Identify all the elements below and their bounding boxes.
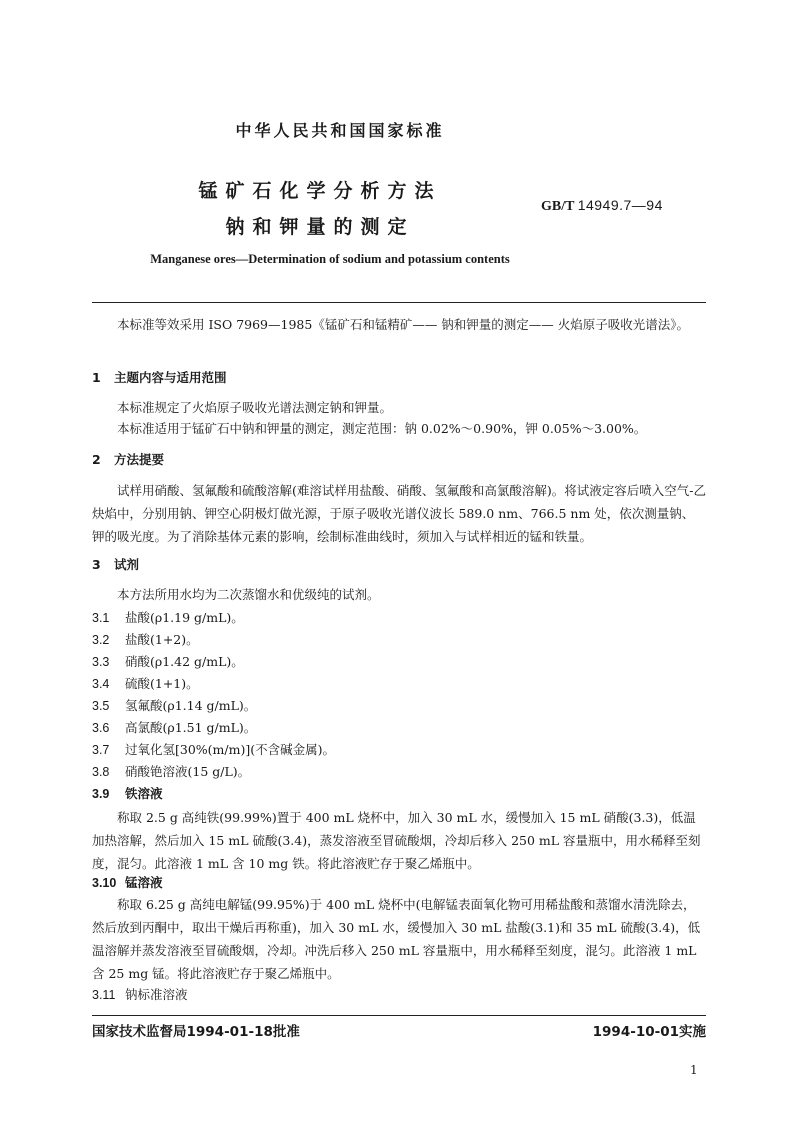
section-1-paragraph-2: 本标准适用于锰矿石中钠和钾量的测定，测定范围：钠 0.02%～0.90%，钾 0.05%～3.00%。 xyxy=(117,421,647,436)
reagent-item xyxy=(92,652,244,670)
iron-solution-heading xyxy=(92,784,163,802)
reagent-number: 3.11 xyxy=(92,988,116,1002)
reagent-item xyxy=(92,696,256,714)
reagent-number: 3.1 xyxy=(92,611,110,625)
reagent-number: 3.8 xyxy=(92,765,110,779)
section-2-number: 2 xyxy=(92,452,101,467)
header-divider xyxy=(92,302,706,303)
reagent-number: 3.6 xyxy=(92,721,110,735)
national-standard-heading: 中华人民共和国国家标准 xyxy=(235,121,445,140)
section-2-title: 方法提要 xyxy=(114,452,165,467)
footer-divider xyxy=(92,1015,706,1016)
section-1-title: 主题内容与适用范围 xyxy=(114,370,227,385)
manganese-solution-paragraph: 称取 6.25 g 高纯电解锰(99.95%)于 400 mL 烧杯中(电解锰表面氧化物可用稀盐酸和蒸馏水清洗除去，然后放到丙酮中，取出干燥后再称重)，加入 30 mL 水，缓慢加入 30 mL 盐酸(3.1)和 35 mL 硫酸(3.4)，低温溶解并蒸发溶液至冒硫酸烟，冷却。冲洗后移入 250 mL 容量瓶中，用水稀释至刻度，混匀。此溶液 1 mL 含 25 mg 锰。将此溶液贮存于聚乙烯瓶中。 xyxy=(92,897,701,981)
reagent-text: 高氯酸(ρ1.51 g/mL)。 xyxy=(125,720,257,735)
reagent-text: 硝酸铯溶液(15 g/L)。 xyxy=(125,764,251,779)
reagent-number: 3.10 xyxy=(92,876,117,890)
standard-number xyxy=(541,197,663,215)
reagent-number: 3.7 xyxy=(92,743,110,757)
reagent-text: 硝酸(ρ1.42 g/mL)。 xyxy=(125,654,244,669)
iron-solution-paragraph: 称取 2.5 g 高纯铁(99.99%)置于 400 mL 烧杯中，加入 30 mL 水，缓慢加入 15 mL 硝酸(3.3)，低温加热溶解，然后加入 15 mL 硫酸(3.4)，蒸发溶液至冒硫酸烟，冷却后移入 250 mL 容量瓶中，用水稀释至刻度，混匀。此溶液 1 mL 含 10 mg 铁。将此溶液贮存于聚乙烯瓶中。 xyxy=(92,810,701,871)
reagent-item xyxy=(92,718,256,736)
reagent-number: 3.9 xyxy=(92,787,110,801)
reagent-item xyxy=(92,608,244,626)
document-title-line1: 锰矿石化学分析方法 xyxy=(198,180,442,202)
reagent-number: 3.5 xyxy=(92,699,110,713)
section-3-number: 3 xyxy=(92,557,101,572)
reagent-text: 盐酸(1+2)。 xyxy=(125,632,199,647)
reagent-number: 3.4 xyxy=(92,677,110,691)
section-1-heading xyxy=(92,368,227,386)
section-3-title: 试剂 xyxy=(114,557,140,572)
reagent-item xyxy=(92,674,199,692)
reagent-title: 锰溶液 xyxy=(125,875,163,890)
reagent-item xyxy=(92,762,250,780)
section-1-number: 1 xyxy=(92,370,101,385)
reagent-number: 3.2 xyxy=(92,633,110,647)
standard-code: 14949.7—94 xyxy=(577,197,663,213)
approval-date: 国家技术监督局1994-01-18批准 xyxy=(92,1024,300,1040)
reagent-text: 硫酸(1+1)。 xyxy=(125,676,199,691)
section-3-heading xyxy=(92,555,139,573)
section-2-heading xyxy=(92,450,164,468)
reagent-text: 盐酸(ρ1.19 g/mL)。 xyxy=(125,610,244,625)
section-3-intro: 本方法所用水均为二次蒸馏水和优级纯的试剂。 xyxy=(117,587,380,602)
reagent-text: 氢氟酸(ρ1.14 g/mL)。 xyxy=(125,698,257,713)
reagent-number: 3.3 xyxy=(92,655,110,669)
sodium-standard-heading xyxy=(92,985,188,1003)
section-1-paragraph-1: 本标准规定了火焰原子吸收光谱法测定钠和钾量。 xyxy=(117,400,393,415)
manganese-solution-heading xyxy=(92,873,163,891)
foreword-paragraph: 本标准等效采用 ISO 7969—1985《锰矿石和锰精矿—— 钠和钾量的测定—— 火焰原子吸收光谱法》。 xyxy=(117,317,690,332)
effective-date: 1994-10-01实施 xyxy=(592,1024,706,1040)
document-title-line2: 钠和钾量的测定 xyxy=(225,216,415,238)
reagent-item xyxy=(92,630,199,648)
reagent-item xyxy=(92,740,335,758)
page-number: 1 xyxy=(690,1063,698,1077)
reagent-title: 钠标准溶液 xyxy=(125,987,188,1002)
reagent-title: 铁溶液 xyxy=(125,786,163,801)
section-2-paragraph: 试样用硝酸、氢氟酸和硫酸溶解(难溶试样用盐酸、硝酸、氢氟酸和高氯酸溶解)。将试液定容后喷入空气-乙炔焰中，分别用钠、钾空心阴极灯做光源，于原子吸收光谱仪波长 589.0 nm、766.5 nm 处，依次测量钠、钾的吸光度。为了消除基体元素的影响，绘制标准曲线时，须加入与试样相近的锰和铁量。 xyxy=(92,483,706,544)
reagent-text: 过氧化氢[30%(m/m)](不含碱金属)。 xyxy=(125,742,335,757)
english-title: Manganese ores—Determination of sodium and potassium contents xyxy=(150,252,510,266)
standard-prefix: GB/T xyxy=(541,199,575,214)
